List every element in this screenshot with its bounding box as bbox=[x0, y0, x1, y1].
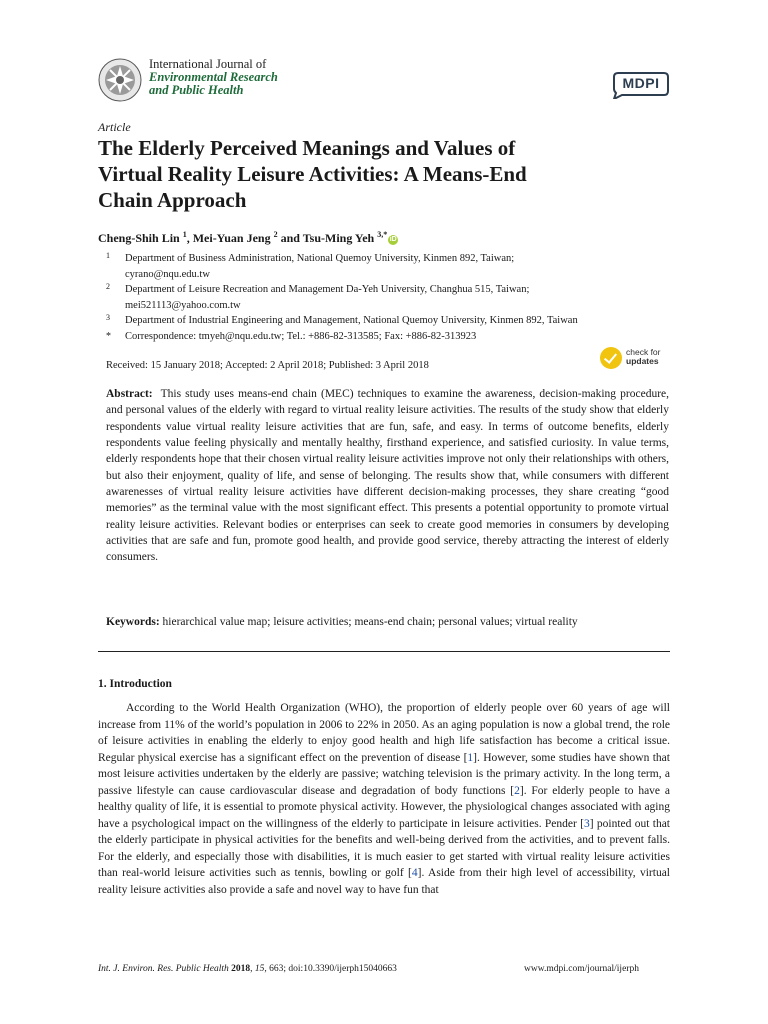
affiliation-number: 3 bbox=[106, 313, 110, 322]
check-updates-line2: updates bbox=[626, 356, 659, 366]
correspondence-item bbox=[98, 329, 673, 345]
journal-emblem-icon bbox=[98, 58, 142, 102]
affiliation-item bbox=[98, 251, 673, 282]
article-title bbox=[98, 135, 678, 213]
body-paragraph bbox=[98, 700, 670, 898]
affiliation-line: Department of Industrial Engineering and Management, National Quemoy University, Kinmen 892, Taiwan bbox=[125, 315, 578, 326]
body-text-segment: According to the World Health Organization (WHO), the proportion of elderly people over 60 years of age will increase from 11% of the world’s population in 2006 to 22% in 2050. As an aging population is now a global trend, the role of leisure activities in enabling the elderly to enjoy good health and high life satisfaction has become a critical issue. Regular physical exercise has a significant effect on the prevention of disease [ bbox=[98, 702, 670, 764]
article-type: Article bbox=[98, 120, 131, 134]
footer-journal-abbr: Int. J. Environ. Res. Public Health bbox=[98, 964, 229, 974]
mdpi-logo bbox=[612, 69, 670, 99]
author-affil-sup: 2 bbox=[273, 230, 278, 239]
body-text-segment: ]. However, some studies have shown that most leisure activities undertaken by the elderly are passive; watching television is the primary activity. In the long term, a passive lifestyle can cause cardiovascular disease and degradation of body functions [ bbox=[98, 751, 670, 797]
affiliation-email[interactable]: mei521113@yahoo.com.tw bbox=[125, 299, 241, 311]
affiliation-item bbox=[98, 313, 673, 329]
affiliation-item bbox=[98, 282, 673, 313]
orcid-icon[interactable]: iD bbox=[389, 236, 397, 243]
abstract-text: This study uses means-end chain (MEC) techniques to examine the awareness, decision-making procedure, and personal values of the elderly with regard to virtual reality leisure activities. The results of the study show that elderly respondents value virtual reality leisure activities that are fun, safe, and easy. In terms of outcome benefits, elderly respondents value feeling physically and mentally healthy, firsthand experience, and satisfied curiosity. In value terms, elderly respondents hope that their chosen virtual reality leisure activities improve not only their relationships with others, but also their enjoyment, quality of life, and sense of belonging. The results show that, while consumers with different awarenesses of virtual reality leisure activities have different decision-making processes, they share creating “good memories” as the terminal value with the most significant effect. This presents a potential opportunity to promote virtual reality leisure activities. Relevant bodies or enterprises can seek to create good memories in consumers by developing activities that are safe and fun, promote good health, and provide good service, thereby attracting the interest of elderly consumers. bbox=[106, 388, 670, 564]
affiliation-line: Department of Business Administration, National Quemoy University, Kinmen 892, Taiwan; bbox=[125, 253, 515, 264]
journal-logo bbox=[98, 58, 142, 102]
section-divider bbox=[98, 651, 670, 652]
correspondence-line[interactable]: Correspondence: tmyeh@nqu.edu.tw; Tel.: +886-82-313585; Fax: +886-82-313923 bbox=[125, 330, 477, 342]
body-text-segment: ]. Aside from their high level of accessibility, virtual reality leisure activities also provide a safe and novel way to have fun that bbox=[98, 867, 670, 896]
footer-citation: Int. J. Environ. Res. Public Health 2018, 15, 663; doi:10.3390/ijerph15040663 bbox=[98, 964, 397, 974]
title-line: Virtual Reality Leisure Activities: A Means-End bbox=[98, 162, 527, 186]
introduction-body bbox=[98, 700, 670, 898]
affiliation-number: 2 bbox=[106, 282, 110, 291]
journal-name-line1: International Journal of bbox=[149, 57, 267, 71]
publication-dates: Received: 15 January 2018; Accepted: 2 April 2018; Published: 3 April 2018 bbox=[106, 360, 429, 371]
affiliation-line: Department of Leisure Recreation and Management Da-Yeh University, Changhua 515, Taiwan; bbox=[125, 284, 530, 295]
keywords bbox=[106, 614, 673, 630]
body-text-segment: ]. For elderly people to have a healthy quality of life, it is essential to promote physical activity. However, the physiological changes associated with aging have a psychological impact on the willingness of the elderly to participate in leisure activities. Pender [ bbox=[98, 784, 670, 830]
footer-doi[interactable]: , 663; doi:10.3390/ijerph15040663 bbox=[264, 964, 397, 974]
author-affil-sup: 3,* bbox=[377, 230, 388, 239]
affiliations bbox=[98, 251, 673, 344]
abstract bbox=[106, 386, 669, 566]
abstract-label: Abstract: bbox=[106, 388, 153, 400]
author-name[interactable]: Tsu-Ming Yeh bbox=[302, 231, 375, 245]
author-list bbox=[98, 230, 398, 246]
footer-year: 2018 bbox=[231, 964, 251, 974]
correspondence-marker: * bbox=[106, 330, 111, 342]
title-line: Chain Approach bbox=[98, 188, 247, 212]
checkmark-icon bbox=[600, 347, 622, 369]
affiliation-email[interactable]: cyrano@nqu.edu.tw bbox=[125, 268, 210, 280]
check-for-updates-badge[interactable] bbox=[600, 345, 672, 375]
title-line: The Elderly Perceived Meanings and Values of bbox=[98, 136, 516, 160]
footer-volume: 15 bbox=[254, 964, 265, 974]
section-heading: 1. Introduction bbox=[98, 678, 172, 690]
author-affil-sup: 1 bbox=[182, 230, 187, 239]
mdpi-logo-text: MDPI bbox=[622, 75, 660, 91]
check-updates-text bbox=[626, 348, 661, 366]
body-text-segment: ] pointed out that the elderly participate in physical activities for the benefits and well-being derived from the activities, and to prevent falls. For the elderly, and especially those with disabilities, it is much easier to get started with virtual reality leisure activities than real-world leisure activities such as tennis, bowling or golf [ bbox=[98, 817, 671, 879]
author-name[interactable]: Cheng-Shih Lin bbox=[98, 231, 180, 245]
citation-link[interactable]: 4 bbox=[411, 867, 418, 879]
keywords-label: Keywords: bbox=[106, 616, 160, 628]
footer-url[interactable]: www.mdpi.com/journal/ijerph bbox=[524, 964, 639, 974]
author-name[interactable]: Mei-Yuan Jeng bbox=[192, 231, 271, 245]
author-separator: , bbox=[186, 231, 193, 245]
journal-name bbox=[149, 58, 278, 97]
citation-link[interactable]: 3 bbox=[584, 817, 590, 830]
citation-link[interactable]: 2 bbox=[514, 784, 520, 797]
author-separator: and bbox=[277, 231, 303, 245]
check-updates-line1: check for bbox=[626, 347, 661, 357]
citation-link[interactable]: 1 bbox=[467, 751, 474, 764]
keywords-text: hierarchical value map; leisure activities; means-end chain; personal values; virtual reality bbox=[162, 616, 578, 628]
affiliation-number: 1 bbox=[106, 251, 110, 260]
journal-name-line2: Environmental Research bbox=[149, 70, 278, 84]
journal-name-line3: and Public Health bbox=[149, 83, 244, 97]
